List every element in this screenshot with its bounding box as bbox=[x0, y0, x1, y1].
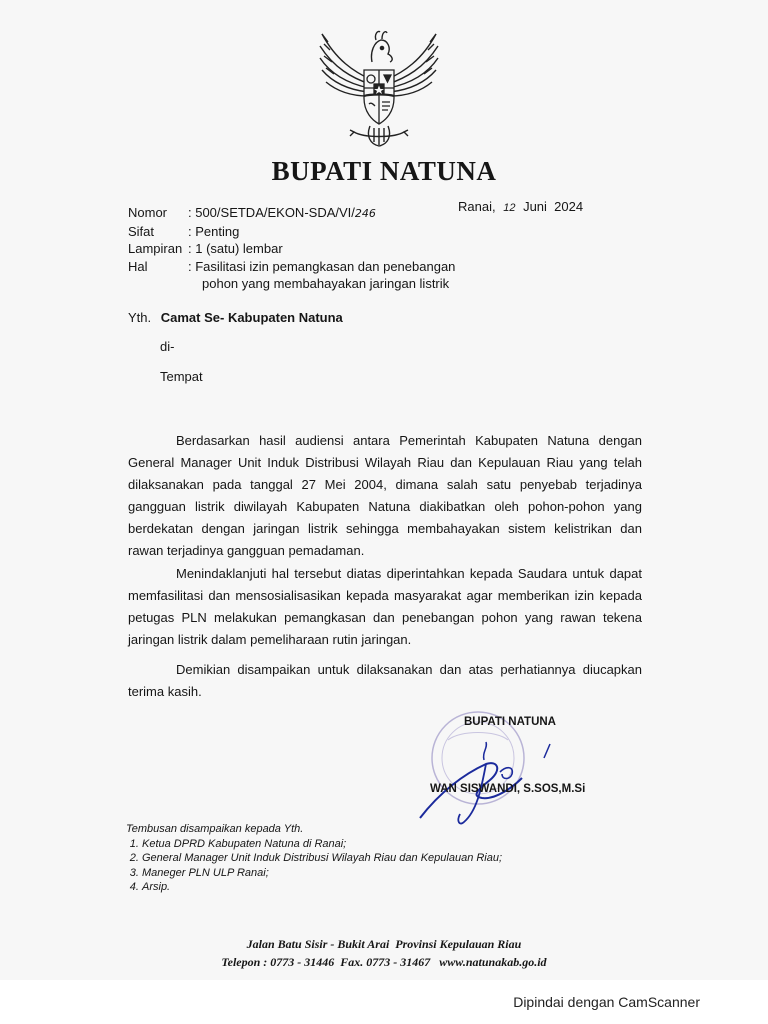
camscanner-watermark: Dipindai dengan CamScanner bbox=[513, 994, 700, 1010]
meta-lampiran-label: Lampiran bbox=[128, 241, 183, 256]
tembusan-list bbox=[126, 837, 502, 895]
letter-date bbox=[458, 199, 583, 214]
meta-hal-label: Hal bbox=[128, 258, 148, 274]
meta-hal-continuation: pohon yang membahayakan jaringan listrik bbox=[202, 276, 450, 291]
garuda-emblem-icon bbox=[314, 22, 444, 150]
meta-hal-value: : Fasilitasi izin pemangkasan dan penebangan bbox=[188, 258, 456, 274]
recipient bbox=[128, 310, 343, 325]
meta-hal-row bbox=[128, 258, 455, 276]
body-paragraph-2: Menindaklanjuti hal tersebut diatas diperintahkan kepada Saudara untuk dapat memfasilitasi dan mensosialisasikan kepada masyarakat agar memberikan izin kepada petugas PLN melakukan pemangkasan dan penebangan pohon yang rawan tekena jaringan listrik dalam pemeliharaan rutin jaringan. bbox=[128, 566, 642, 647]
tembusan-item: 4. Arsip. bbox=[142, 880, 502, 895]
footer-contact: Telepon : 0773 - 31446 Fax. 0773 - 31467 www.natunakab.go.id bbox=[221, 955, 547, 969]
footer-address: Jalan Batu Sisir - Bukit Arai Provinsi Kepulauan Riau bbox=[246, 937, 522, 951]
tembusan-heading: Tembusan disampaikan kepada Yth. bbox=[126, 823, 304, 835]
tembusan-block bbox=[126, 822, 502, 895]
date-day-handwritten: 12 bbox=[503, 202, 516, 214]
recipient-tempat: Tempat bbox=[160, 369, 203, 384]
letter-footer bbox=[0, 935, 768, 971]
body-paragraph-3: Demikian disampaikan untuk dilaksanakan dan atas perhatiannya diucapkan terima kasih. bbox=[128, 662, 642, 699]
tembusan-item: 2. General Manager Unit Induk Distribusi Wilayah Riau dan Kepulauan Riau; bbox=[142, 851, 502, 866]
letterhead-title: BUPATI NATUNA bbox=[271, 156, 497, 186]
recipient-name: Camat Se- Kabupaten Natuna bbox=[160, 310, 343, 325]
signature-title: BUPATI NATUNA bbox=[464, 716, 556, 728]
meta-nomor-printed: : 500/SETDA/EKON-SDA/VI/ bbox=[188, 205, 355, 220]
meta-sifat-value: : Penting bbox=[188, 223, 240, 239]
date-month-year: Juni 2024 bbox=[523, 199, 584, 214]
date-place: Ranai, bbox=[458, 199, 496, 214]
tembusan-item: 1. Ketua DPRD Kabupaten Natuna di Ranai; bbox=[142, 837, 502, 852]
meta-nomor-row bbox=[128, 204, 455, 223]
body-paragraph-1: Berdasarkan hasil audiensi antara Pemerintah Kabupaten Natuna dengan General Manager Unit Induk Distribusi Wilayah Riau dan Kepulauan Riau yang telah dilaksanakan pada tanggal 27 Mei 2004, dimana salah satu penyebab terjadinya gangguan listrik diwilayah Kabupaten Natuna diakibatkan oleh pohon-pohon yang berdekatan dengan jaringan listrik sehingga membahayakan sistem kelistrikan dan rawan terjadinya gangguan pemadaman. bbox=[128, 433, 642, 558]
tembusan-item: 3. Maneger PLN ULP Ranai; bbox=[142, 866, 502, 881]
meta-nomor-label: Nomor bbox=[128, 205, 168, 220]
meta-sifat-row bbox=[128, 223, 455, 241]
meta-lampiran-value: : 1 (satu) lembar bbox=[188, 241, 283, 256]
signature-name: WAN SISWANDI, S.SOS,M.Si bbox=[430, 783, 586, 795]
recipient-prefix: Yth. bbox=[128, 310, 152, 325]
meta-nomor-handwritten: 246 bbox=[354, 207, 376, 220]
recipient-di: di- bbox=[160, 339, 175, 354]
meta-lampiran-row bbox=[128, 240, 455, 258]
letter-meta bbox=[128, 204, 455, 293]
meta-sifat-label: Sifat bbox=[128, 223, 155, 239]
meta-nomor-value bbox=[188, 204, 376, 223]
